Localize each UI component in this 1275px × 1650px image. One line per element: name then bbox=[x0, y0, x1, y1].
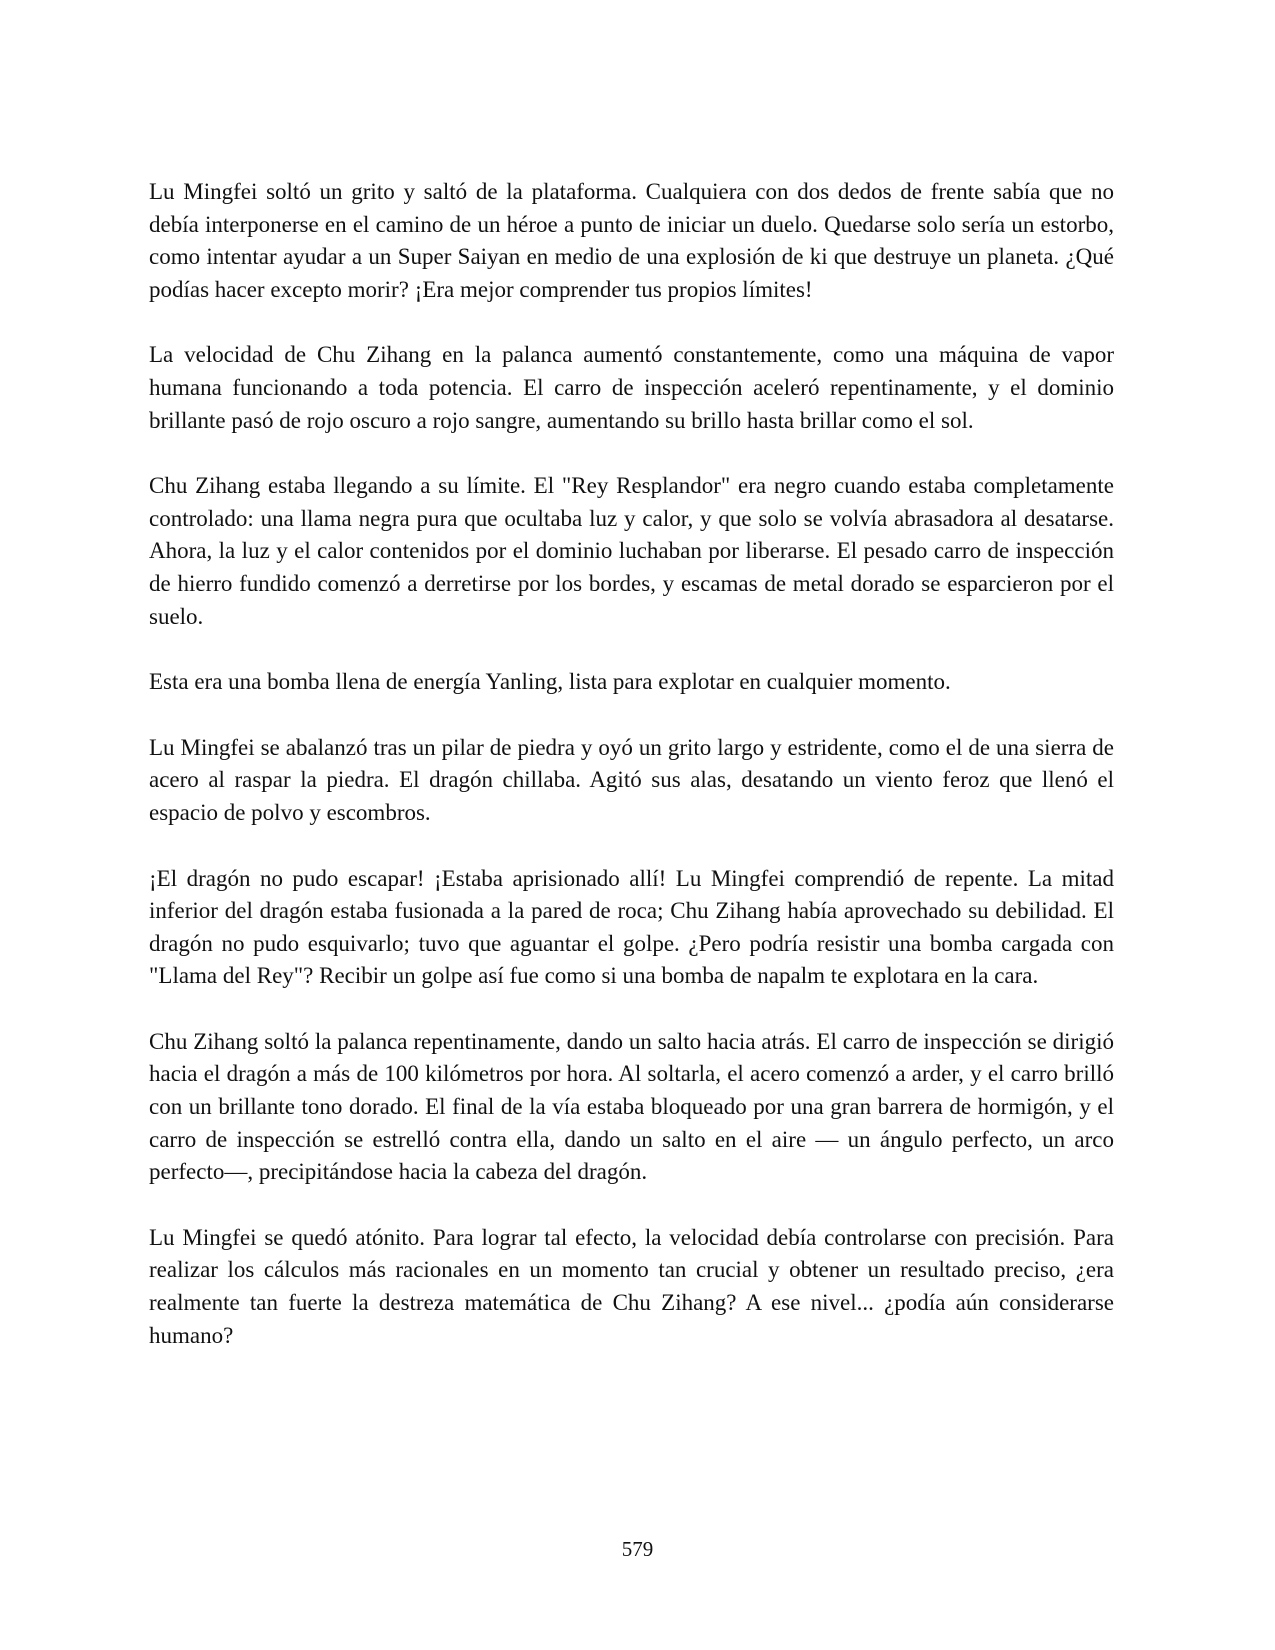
body-text bbox=[149, 176, 1114, 1385]
paragraph: Lu Mingfei se quedó atónito. Para lograr tal efecto, la velocidad debía controlarse con precisión. Para realizar los cálculos más racionales en un momento tan crucial y obtener un resultado preciso, ¿era realmente tan fuerte la destreza matemática de Chu Zihang? A ese nivel... ¿podía aún considerarse humano? bbox=[149, 1224, 1114, 1348]
paragraph: Lu Mingfei se abalanzó tras un pilar de piedra y oyó un grito largo y estridente, como el de una sierra de acero al raspar la piedra. El dragón chillaba. Agitó sus alas, desatando un viento feroz que llenó el espacio de polvo y escombros. bbox=[149, 734, 1114, 825]
paragraph: Lu Mingfei soltó un grito y saltó de la plataforma. Cualquiera con dos dedos de frente sabía que no debía interponerse en el camino de un héroe a punto de iniciar un duelo. Quedarse solo sería un estorbo, como intentar ayudar a un Super Saiyan en medio de una explosión de ki que destruye un planeta. ¿Qué podías hacer excepto morir? ¡Era mejor comprender tus propios límites! bbox=[149, 179, 1114, 302]
paragraph: Esta era una bomba llena de energía Yanling, lista para explotar en cualquier momento. bbox=[149, 669, 951, 695]
paragraph: La velocidad de Chu Zihang en la palanca aumentó constantemente, como una máquina de vapor humana funcionando a toda potencia. El carro de inspección aceleró repentinamente, y el dominio brillante pasó de rojo oscuro a rojo sangre, aumentando su brillo hasta brillar como el sol. bbox=[149, 342, 1114, 433]
paragraph: Chu Zihang soltó la palanca repentinamente, dando un salto hacia atrás. El carro de inspección se dirigió hacia el dragón a más de 100 kilómetros por hora. Al soltarla, el acero comenzó a arder, y el carro brilló con un brillante tono dorado. El final de la vía estaba bloqueado por una gran barrera de hormigón, y el carro de inspección se estrelló contra ella, dando un salto en el aire — un ángulo perfecto, un arco perfecto—, precipitándose hacia la cabeza del dragón. bbox=[149, 1028, 1114, 1185]
paragraph: ¡El dragón no pudo escapar! ¡Estaba aprisionado allí! Lu Mingfei comprendió de repente. La mitad inferior del dragón estaba fusionada a la pared de roca; Chu Zihang había aprovechado su debilidad. El dragón no pudo esquivarlo; tuvo que aguantar el golpe. ¿Pero podría resistir una bomba cargada con "Llama del Rey"? Recibir un golpe así fue como si una bomba de napalm te explotara en la cara. bbox=[149, 865, 1114, 989]
page-number: 579 bbox=[621, 1537, 654, 1561]
paragraph: Chu Zihang estaba llegando a su límite. El "Rey Resplandor" era negro cuando estaba completamente controlado: una llama negra pura que ocultaba luz y calor, y que solo se volvía abrasadora al desatarse. Ahora, la luz y el calor contenidos por el dominio luchaban por liberarse. El pesado carro de inspección de hierro fundido comenzó a derretirse por los bordes, y escamas de metal dorado se esparcieron por el suelo. bbox=[149, 473, 1114, 629]
